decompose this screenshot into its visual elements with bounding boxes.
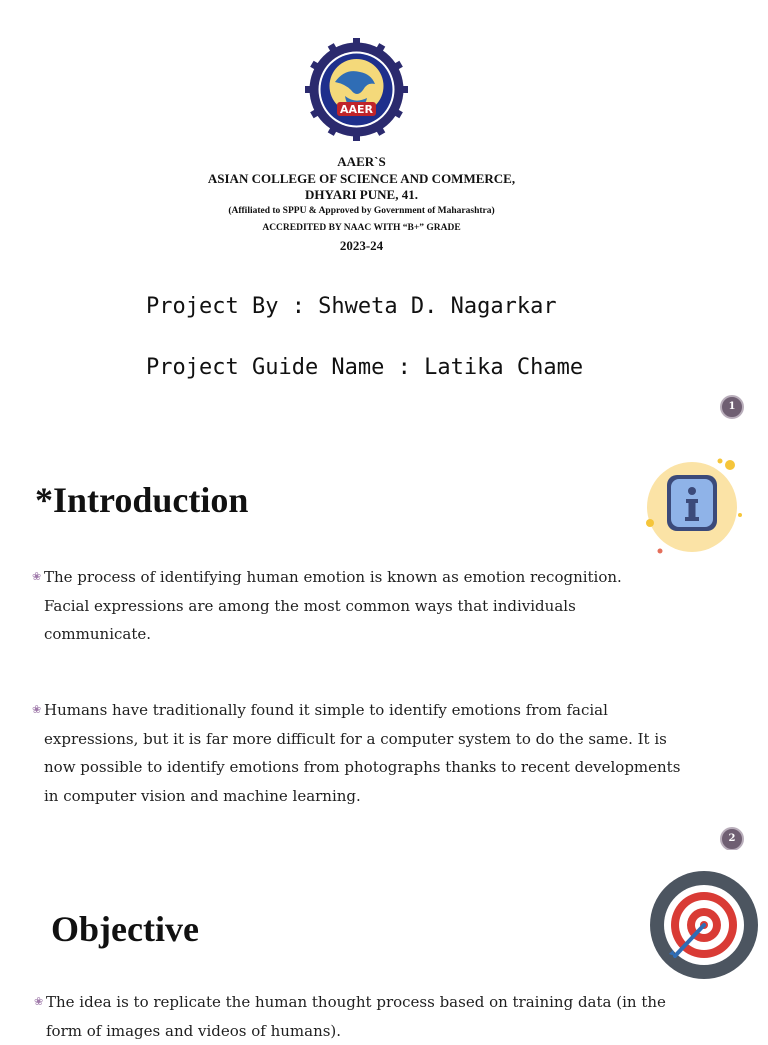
bullet-flower-icon: ❀ bbox=[32, 570, 42, 583]
cover-slide bbox=[0, 0, 768, 425]
college-info bbox=[150, 154, 573, 255]
academic-year: 2023-24 bbox=[339, 238, 384, 253]
info-icon bbox=[640, 455, 744, 559]
logo-monogram: AAER bbox=[339, 103, 374, 116]
bullet-flower-icon: ❀ bbox=[34, 995, 44, 1008]
introduction-heading: *Introduction bbox=[35, 480, 249, 520]
page-number-badge: 1 bbox=[720, 395, 744, 419]
aaer-seal-icon bbox=[305, 38, 408, 141]
objective-bullet: ❀ The idea is to replicate the human thought process based on training data (in the form of images and videos of humans). bbox=[46, 988, 706, 1045]
introduction-bullet: ❀ The process of identifying human emotion is known as emotion recognition. Facial expressions are among the most common ways that individuals communicate. bbox=[44, 563, 664, 649]
objective-slide bbox=[0, 850, 768, 1040]
bullet-flower-icon: ❀ bbox=[32, 703, 42, 716]
college-logo bbox=[305, 38, 408, 141]
introduction-slide bbox=[0, 427, 768, 847]
objective-heading: Objective bbox=[51, 909, 199, 949]
introduction-bullet: ❀ Humans have traditionally found it simple to identify emotions from facial expressions, but it is far more difficult for a computer system to do the same. It is now possible to identify emotions from photographs thanks to recent developments in computer vision and machine learning. bbox=[44, 696, 694, 810]
project-guide: Project Guide Name : Latika Chame bbox=[146, 355, 584, 380]
college-address: DHYARI PUNE, 41. bbox=[305, 187, 418, 202]
org-short-name: AAER`S bbox=[337, 154, 386, 169]
college-name: ASIAN COLLEGE OF SCIENCE AND COMMERCE, bbox=[207, 171, 516, 186]
page-number-badge: 2 bbox=[720, 827, 744, 851]
target-icon bbox=[649, 870, 759, 980]
affiliation-note: (Affiliated to SPPU & Approved by Government of Maharashtra) bbox=[228, 206, 495, 216]
accreditation-note: ACCREDITED BY NAAC WITH “B+” GRADE bbox=[262, 223, 461, 233]
project-by: Project By : Shweta D. Nagarkar bbox=[146, 294, 557, 319]
